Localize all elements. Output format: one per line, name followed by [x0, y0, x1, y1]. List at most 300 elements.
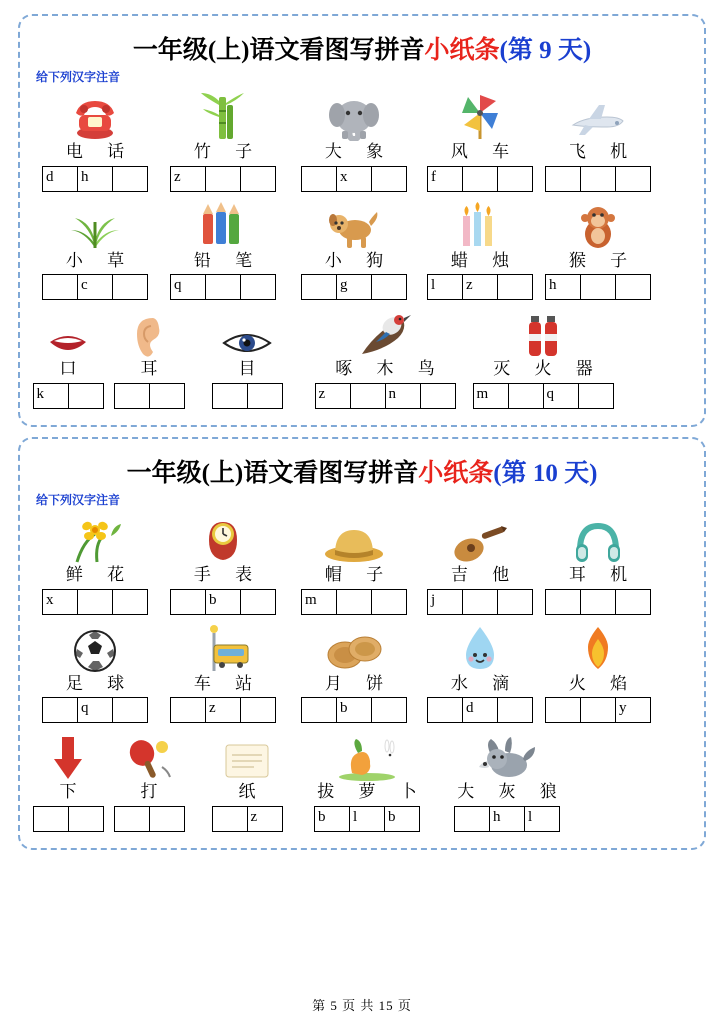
pinyin-text [579, 384, 582, 387]
pinyin-text [509, 384, 512, 387]
word-label: 猴 子 [568, 250, 638, 270]
exercise-item-radish [302, 729, 432, 832]
pinyin-boxes [170, 274, 276, 300]
pinyin-text [616, 590, 619, 593]
pinyin-box[interactable] [68, 806, 104, 832]
pinyin-box[interactable] [336, 166, 372, 192]
pinyin-boxes [170, 166, 276, 192]
pinyin-text [241, 167, 244, 170]
pinyin-box[interactable] [33, 806, 69, 832]
pinyin-boxes [545, 166, 651, 192]
exercise-row [30, 198, 694, 301]
pinyin-box[interactable] [349, 806, 385, 832]
pinyin-boxes [314, 806, 420, 832]
pinyin-text [213, 384, 216, 387]
word-label: 吉 他 [450, 565, 520, 585]
pinyin-box[interactable] [315, 383, 351, 409]
pinyin-text [171, 590, 174, 593]
pinyin-box[interactable] [336, 697, 372, 723]
pinyin-box[interactable] [497, 166, 533, 192]
pinyin-box[interactable] [371, 697, 407, 723]
exercise-item-bamboo [160, 89, 286, 192]
pinyin-text: d [466, 700, 474, 717]
notepad-icon [222, 729, 272, 781]
exercise-item-airplane [538, 89, 658, 192]
soccer-icon [72, 621, 118, 673]
woodpecker-icon [354, 306, 416, 358]
ear-icon [131, 306, 167, 358]
pinyin-text [302, 275, 305, 278]
pinyin-boxes [301, 589, 407, 615]
pinyin-text [546, 590, 549, 593]
worksheet-day9 [18, 14, 706, 427]
exercise-item-mooncake [286, 621, 422, 724]
pinyin-boxes [42, 274, 148, 300]
pinyin-boxes [427, 274, 533, 300]
word-label: 鲜 花 [65, 565, 135, 585]
pinyin-boxes [212, 383, 283, 409]
pinyin-text: z [174, 168, 181, 185]
word-label: 手 表 [193, 565, 263, 585]
pinyin-text [581, 167, 584, 170]
pinyin-box[interactable] [454, 806, 490, 832]
pinyin-text [113, 275, 116, 278]
exercise-item-pencils [160, 198, 286, 301]
exercise-item-eye [192, 306, 302, 409]
pinyin-text [302, 698, 305, 701]
pinyin-text: j [431, 591, 436, 608]
pinyin-text [241, 590, 244, 593]
word-label: 铅 笔 [193, 250, 263, 270]
pinyin-box[interactable] [462, 697, 498, 723]
pinyin-box[interactable] [240, 589, 276, 615]
extinguisher-icon [521, 306, 565, 358]
pinyin-text: y [619, 700, 627, 717]
title-part-note: 小纸条 [418, 460, 494, 488]
exercise-item-soccer [30, 621, 160, 724]
page-footer: 第 5 页 共 15 页 [312, 998, 412, 1013]
word-label: 口 [59, 359, 87, 379]
pinyin-box[interactable] [462, 274, 498, 300]
pinyin-text [372, 698, 375, 701]
airplane-icon [569, 89, 627, 141]
pinyin-box[interactable] [371, 274, 407, 300]
pinyin-box[interactable] [149, 383, 185, 409]
pinyin-text: g [340, 277, 348, 294]
word-label: 打 [140, 782, 168, 802]
pinyin-text [372, 590, 375, 593]
title-part-grade: 一年级 [132, 37, 208, 64]
pinyin-box[interactable] [170, 589, 206, 615]
monkey-icon [575, 198, 621, 250]
pinyin-text [43, 275, 46, 278]
pinyin-box[interactable] [112, 166, 148, 192]
pinyin-box[interactable] [77, 589, 113, 615]
pinyin-text [463, 590, 466, 593]
word-label: 帽 子 [324, 565, 394, 585]
pinyin-box[interactable] [240, 697, 276, 723]
pinyin-text [498, 698, 501, 701]
pinyin-box[interactable] [42, 274, 78, 300]
pinyin-text [421, 384, 424, 387]
pinyin-text [171, 698, 174, 701]
pinyin-box[interactable] [149, 806, 185, 832]
pinyin-box[interactable] [497, 274, 533, 300]
word-label: 灭 火 器 [493, 359, 603, 379]
pinyin-box[interactable] [580, 589, 616, 615]
word-label: 风 车 [450, 142, 520, 161]
pinyin-text: h [493, 809, 501, 826]
pinyin-text: k [36, 386, 44, 403]
pinyin-text [581, 275, 584, 278]
exercise-item-telephone [30, 89, 160, 192]
pinyin-box[interactable] [615, 589, 651, 615]
pinyin-box[interactable] [212, 806, 248, 832]
candles-icon [457, 198, 503, 250]
exercise-item-paper [192, 729, 302, 832]
sheet-title [30, 30, 694, 66]
pinyin-text [43, 698, 46, 701]
pinyin-box[interactable] [112, 697, 148, 723]
pinyin-box[interactable] [580, 697, 616, 723]
exercise-item-candles [422, 198, 538, 301]
word-label: 目 [238, 359, 266, 379]
exercise-item-mouth [30, 306, 106, 409]
pinyin-text: b [318, 809, 326, 826]
pinyin-text [115, 807, 118, 810]
pinyin-text: f [431, 168, 436, 185]
pinyin-text: b [388, 809, 396, 826]
pinyin-text [115, 384, 118, 387]
pencils-icon [197, 198, 249, 250]
title-part-subject: (上)语文看图写拼音 [207, 37, 425, 64]
guitar-icon [451, 512, 509, 564]
word-label: 足 球 [65, 673, 135, 693]
exercise-row [30, 621, 694, 724]
pinyin-box[interactable] [497, 589, 533, 615]
exercise-item-monkey [538, 198, 658, 301]
exercise-item-guitar [422, 512, 538, 615]
pinyin-box[interactable] [77, 697, 113, 723]
pinyin-text [113, 167, 116, 170]
exercise-item-down [30, 729, 106, 832]
pinyin-boxes [42, 589, 148, 615]
pinyin-text [428, 698, 431, 701]
exercise-item-flower [30, 512, 160, 615]
pinyin-boxes [454, 806, 560, 832]
bamboo-icon [199, 89, 247, 141]
pinyin-box[interactable] [314, 806, 350, 832]
flower-icon [67, 512, 123, 564]
pinyin-box[interactable] [42, 166, 78, 192]
pinyin-box[interactable] [114, 806, 150, 832]
dog-icon [327, 198, 381, 250]
pinyin-box[interactable] [371, 589, 407, 615]
pinyin-box[interactable] [301, 274, 337, 300]
pinyin-boxes [212, 806, 283, 832]
sheet-instruction: 给下列汉字注音 [36, 70, 121, 84]
elephant-icon [326, 89, 382, 141]
pinyin-text: b [340, 700, 348, 717]
pinyin-box[interactable] [462, 166, 498, 192]
exercise-item-grass [30, 198, 160, 301]
watch-icon [201, 512, 245, 564]
pinyin-box[interactable] [427, 166, 463, 192]
pinyin-text: h [81, 168, 89, 185]
word-label: 蜡 烛 [450, 250, 520, 270]
pinyin-box[interactable] [615, 274, 651, 300]
pinyin-box[interactable] [205, 697, 241, 723]
pinyin-boxes [114, 806, 185, 832]
pinyin-text [498, 590, 501, 593]
pinyin-boxes [545, 274, 651, 300]
exercise-item-woodpecker [302, 306, 468, 409]
pinyin-text [302, 167, 305, 170]
pinyin-boxes [170, 589, 276, 615]
pinyin-text: l [353, 809, 358, 826]
pinyin-boxes [315, 383, 456, 409]
pinyin-box[interactable] [33, 383, 69, 409]
pinyin-box[interactable] [462, 589, 498, 615]
pinyin-text [581, 698, 584, 701]
pinyin-text [455, 807, 458, 810]
pinyin-text [351, 384, 354, 387]
pinyin-box[interactable] [68, 383, 104, 409]
exercise-row [30, 512, 694, 615]
busstop-icon [194, 621, 252, 673]
pinyin-box[interactable] [545, 589, 581, 615]
pinyin-boxes [427, 589, 533, 615]
exercise-item-extinguisher [468, 306, 618, 409]
hat-icon [323, 512, 385, 564]
pinyin-box[interactable] [301, 697, 337, 723]
pinyin-box[interactable] [170, 697, 206, 723]
pinyin-box[interactable] [543, 383, 579, 409]
exercise-item-wolf [432, 729, 582, 832]
exercise-item-waterdrop [422, 621, 538, 724]
word-label: 小 草 [65, 250, 135, 270]
pingpong-icon [126, 729, 172, 781]
word-label: 月 饼 [324, 673, 394, 693]
pinyin-text [34, 807, 37, 810]
pinyin-box[interactable] [301, 589, 337, 615]
pinyin-box[interactable] [350, 383, 386, 409]
down-arrow-icon [51, 729, 85, 781]
word-label: 小 狗 [324, 250, 394, 270]
pinyin-text [241, 275, 244, 278]
pinyin-text: z [466, 277, 473, 294]
exercise-row [30, 306, 694, 409]
pinyin-boxes [545, 697, 651, 723]
pinyin-text [150, 807, 153, 810]
pinyin-text: q [546, 386, 554, 403]
headphones-icon [574, 512, 622, 564]
pinyin-box[interactable] [42, 697, 78, 723]
pinyin-box[interactable] [336, 274, 372, 300]
word-label: 电 话 [65, 142, 135, 161]
pinyin-box[interactable] [615, 697, 651, 723]
waterdrop-icon [462, 621, 498, 673]
pinyin-box[interactable] [545, 697, 581, 723]
exercise-item-hat [286, 512, 422, 615]
pinyin-text [498, 167, 501, 170]
pinyin-box[interactable] [427, 274, 463, 300]
word-label: 耳 [140, 359, 168, 379]
telephone-icon [70, 89, 120, 141]
flame-icon [578, 621, 618, 673]
word-label: 耳 机 [568, 565, 638, 585]
pinyin-text [498, 275, 501, 278]
pinyin-box[interactable] [420, 383, 456, 409]
pinyin-box[interactable] [240, 274, 276, 300]
pinyin-text [206, 167, 209, 170]
exercise-row [30, 89, 694, 192]
pinyin-text: m [476, 386, 489, 403]
pinyin-text [113, 698, 116, 701]
pinyin-text [616, 275, 619, 278]
pinyin-text [337, 590, 340, 593]
word-label: 飞 机 [568, 142, 638, 161]
mouth-icon [46, 306, 90, 358]
pinyin-box[interactable] [247, 806, 283, 832]
pinyin-box[interactable] [77, 274, 113, 300]
pinyin-box[interactable] [427, 697, 463, 723]
title-part-grade: 一年级 [126, 460, 202, 488]
pinyin-text [616, 167, 619, 170]
word-label: 大 灰 狼 [457, 782, 567, 802]
pinyin-text [241, 698, 244, 701]
word-label: 水 滴 [450, 673, 520, 693]
pinyin-box[interactable] [112, 589, 148, 615]
pinyin-box[interactable] [473, 383, 509, 409]
pinyin-text: q [81, 700, 89, 717]
pinyin-boxes [114, 383, 185, 409]
word-label: 下 [59, 782, 87, 802]
pinyin-text [546, 698, 549, 701]
pinyin-box[interactable] [545, 166, 581, 192]
pinyin-box[interactable] [427, 589, 463, 615]
exercise-item-pingpong [106, 729, 192, 832]
sheet-title [30, 453, 694, 489]
pinyin-text: l [431, 277, 436, 294]
pinyin-box[interactable] [301, 166, 337, 192]
title-part-subject: (上)语文看图写拼音 [201, 460, 419, 488]
pinyin-box[interactable] [77, 166, 113, 192]
pinyin-text [546, 167, 549, 170]
pinyin-text [463, 167, 466, 170]
pinyin-box[interactable] [42, 589, 78, 615]
pinyin-boxes [301, 274, 407, 300]
pinyin-text: l [528, 809, 533, 826]
wolf-icon [479, 729, 535, 781]
pinyin-boxes [545, 589, 651, 615]
pinyin-text: n [388, 386, 396, 403]
word-label: 大 象 [324, 142, 394, 161]
pinyin-text: b [209, 591, 217, 608]
pinyin-box[interactable] [384, 806, 420, 832]
pinyin-box[interactable] [580, 166, 616, 192]
pinyin-text: h [549, 277, 557, 294]
exercise-item-pinwheel [422, 89, 538, 192]
pinyin-box[interactable] [205, 589, 241, 615]
title-part-day: (第 10 天) [493, 460, 598, 488]
pinyin-box[interactable] [497, 697, 533, 723]
pinwheel-icon [456, 89, 504, 141]
pinyin-box[interactable] [170, 274, 206, 300]
exercise-item-watch [160, 512, 286, 615]
pinyin-box[interactable] [114, 383, 150, 409]
pinyin-box[interactable] [545, 274, 581, 300]
pinyin-boxes [42, 166, 148, 192]
pinyin-text [581, 590, 584, 593]
pinyin-box[interactable] [336, 589, 372, 615]
pinyin-box[interactable] [615, 166, 651, 192]
pinyin-text [372, 167, 375, 170]
pinyin-boxes [301, 166, 407, 192]
eye-icon [221, 306, 273, 358]
pinyin-box[interactable] [371, 166, 407, 192]
exercise-item-elephant [286, 89, 422, 192]
pinyin-box[interactable] [247, 383, 283, 409]
pinyin-box[interactable] [578, 383, 614, 409]
pinyin-box[interactable] [489, 806, 525, 832]
pinyin-text [248, 384, 251, 387]
radish-rabbit-icon [336, 729, 398, 781]
pinyin-text [113, 590, 116, 593]
pinyin-boxes [42, 697, 148, 723]
pinyin-text: z [209, 700, 216, 717]
title-part-note: 小纸条 [424, 37, 500, 64]
pinyin-box[interactable] [205, 274, 241, 300]
pinyin-boxes [427, 697, 533, 723]
word-label: 啄 木 鸟 [335, 359, 445, 379]
pinyin-box[interactable] [508, 383, 544, 409]
pinyin-box[interactable] [524, 806, 560, 832]
exercise-row [30, 729, 694, 832]
pinyin-box[interactable] [212, 383, 248, 409]
worksheet-day10 [18, 437, 706, 850]
exercise-item-dog [286, 198, 422, 301]
exercise-item-busstop [160, 621, 286, 724]
pinyin-box[interactable] [385, 383, 421, 409]
pinyin-boxes [170, 697, 276, 723]
pinyin-text: z [250, 809, 258, 826]
pinyin-boxes [473, 383, 614, 409]
word-label: 纸 [238, 782, 266, 802]
pinyin-box[interactable] [205, 166, 241, 192]
pinyin-text: m [305, 591, 317, 608]
pinyin-text [78, 590, 81, 593]
pinyin-box[interactable] [170, 166, 206, 192]
pinyin-box[interactable] [580, 274, 616, 300]
pinyin-text [69, 807, 72, 810]
grass-icon [67, 198, 123, 250]
pinyin-text: d [46, 168, 54, 185]
pinyin-box[interactable] [240, 166, 276, 192]
sheet-instruction: 给下列汉字注音 [36, 493, 121, 508]
word-label: 车 站 [193, 673, 263, 693]
title-part-day: (第 9 天) [499, 37, 592, 64]
pinyin-text: c [81, 277, 88, 294]
pinyin-text: q [174, 277, 182, 294]
mooncake-icon [325, 621, 383, 673]
pinyin-text: x [340, 168, 348, 185]
pinyin-text [150, 384, 153, 387]
word-label: 竹 子 [193, 142, 263, 161]
pinyin-text [372, 275, 375, 278]
pinyin-box[interactable] [112, 274, 148, 300]
pinyin-boxes [33, 383, 104, 409]
